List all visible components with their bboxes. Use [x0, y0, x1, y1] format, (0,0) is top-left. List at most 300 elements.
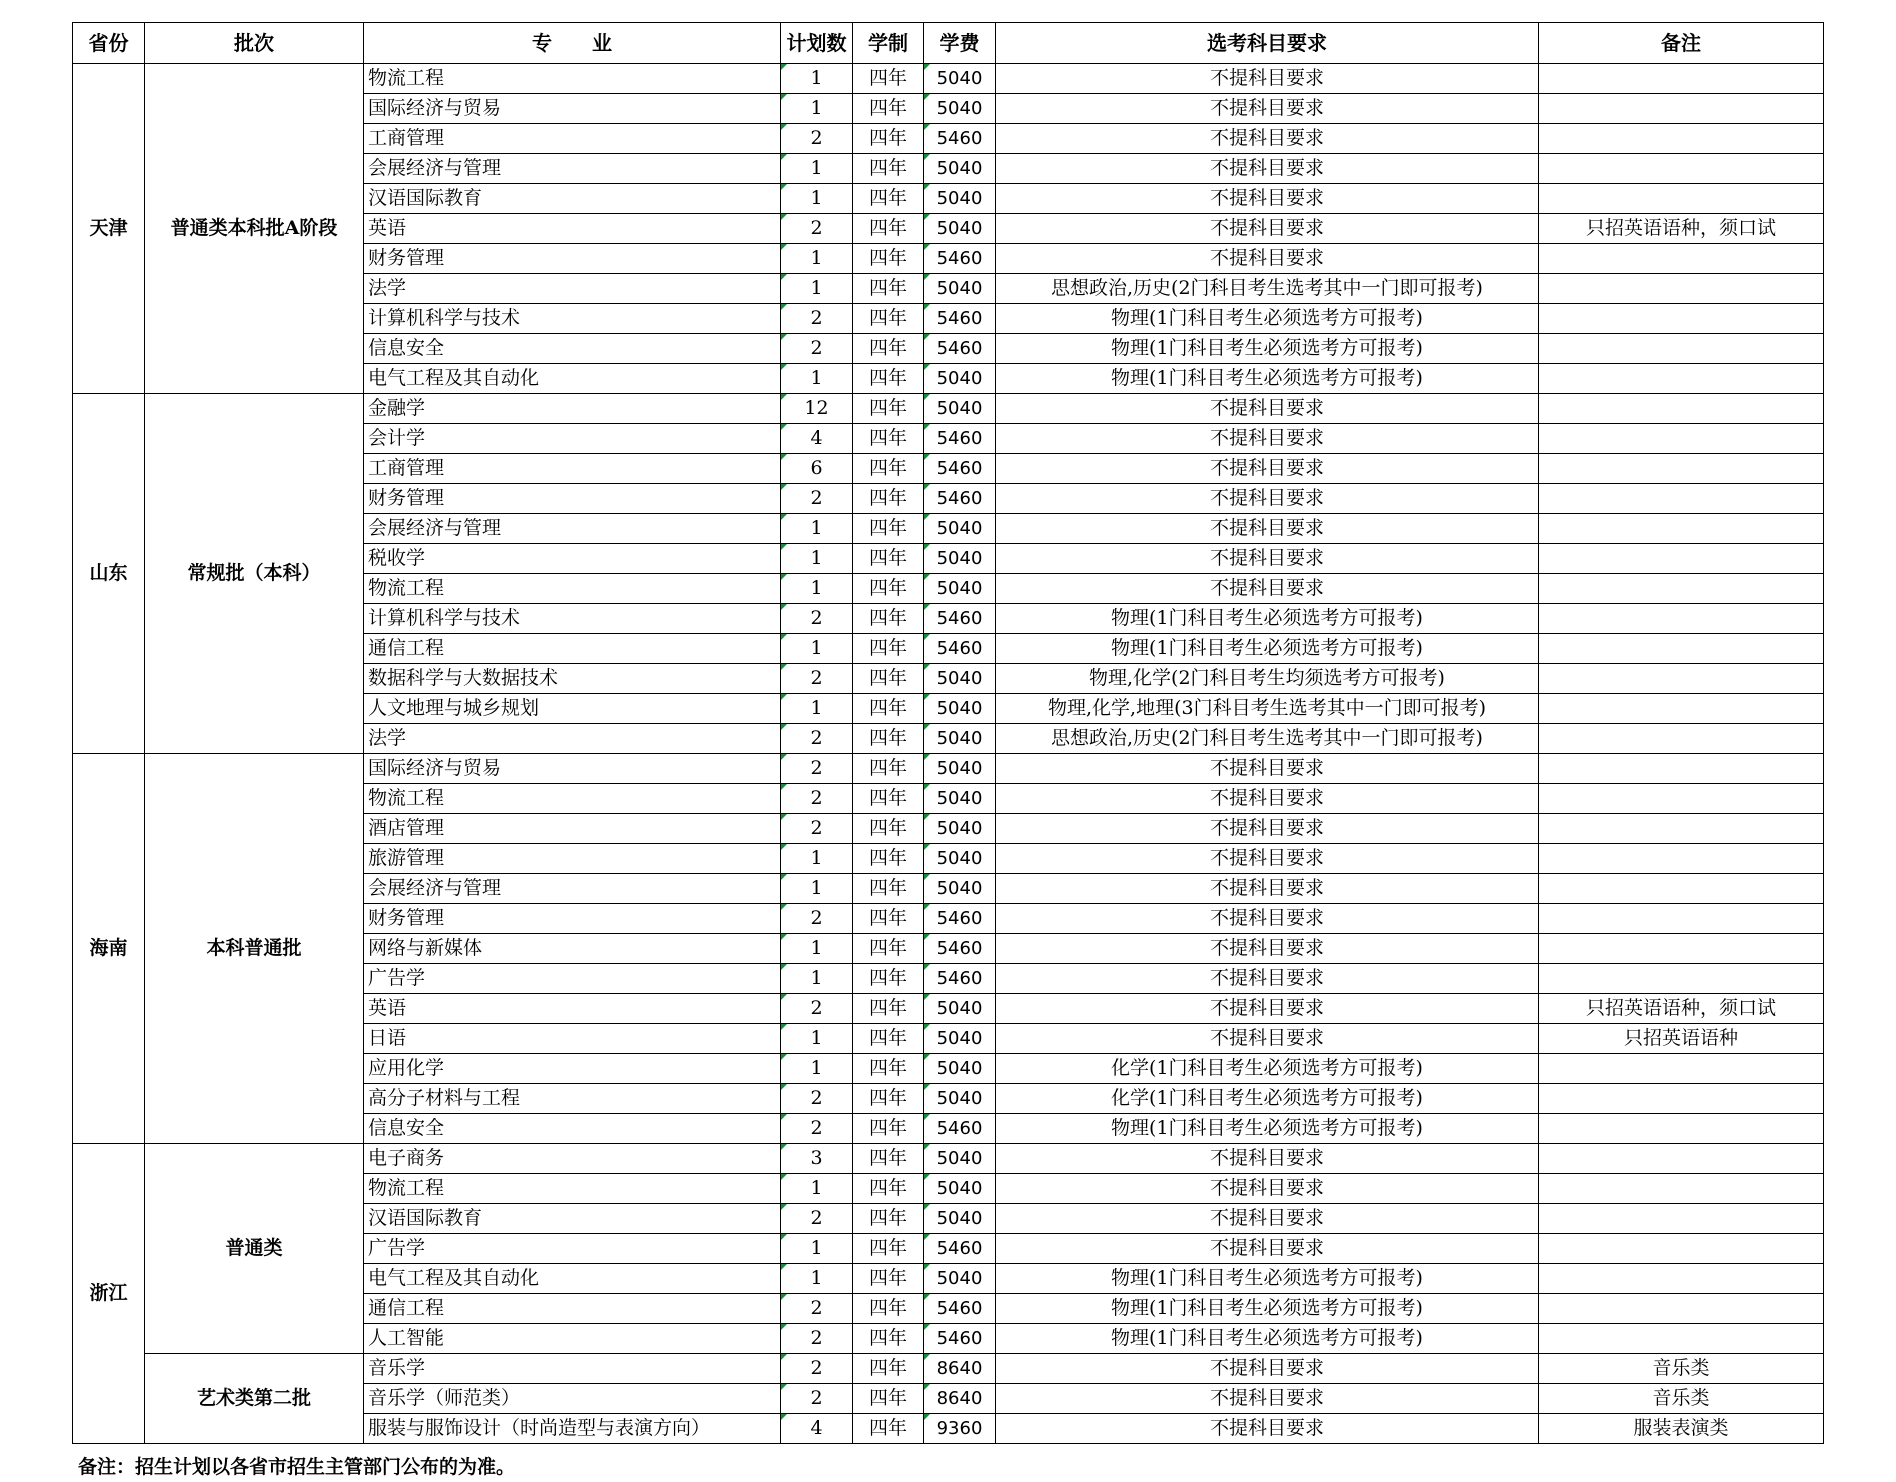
remarks-cell: 只招英语语种，须口试 — [1539, 994, 1824, 1024]
plan-count-cell: 2 — [781, 334, 853, 364]
remarks-cell — [1539, 64, 1824, 94]
tuition-cell: 5040 — [924, 544, 996, 574]
header-remarks: 备注 — [1539, 23, 1824, 64]
plan-count-cell: 1 — [781, 874, 853, 904]
remarks-cell — [1539, 1294, 1824, 1324]
remarks-cell — [1539, 484, 1824, 514]
major-cell: 会展经济与管理 — [364, 874, 781, 904]
major-cell: 财务管理 — [364, 244, 781, 274]
major-cell: 计算机科学与技术 — [364, 604, 781, 634]
major-cell: 汉语国际教育 — [364, 1204, 781, 1234]
plan-count-cell: 2 — [781, 604, 853, 634]
subject-requirement-cell: 不提科目要求 — [996, 154, 1539, 184]
subject-requirement-cell: 不提科目要求 — [996, 424, 1539, 454]
major-cell: 物流工程 — [364, 784, 781, 814]
subject-requirement-cell: 物理(1门科目考生必须选考方可报考) — [996, 1114, 1539, 1144]
remarks-cell — [1539, 844, 1824, 874]
plan-count-cell: 2 — [781, 994, 853, 1024]
major-cell: 工商管理 — [364, 124, 781, 154]
major-cell: 计算机科学与技术 — [364, 304, 781, 334]
plan-count-cell: 1 — [781, 94, 853, 124]
plan-count-cell: 2 — [781, 724, 853, 754]
remarks-cell — [1539, 544, 1824, 574]
remarks-cell — [1539, 274, 1824, 304]
major-cell: 物流工程 — [364, 64, 781, 94]
plan-count-cell: 2 — [781, 754, 853, 784]
subject-requirement-cell: 思想政治,历史(2门科目考生选考其中一门即可报考) — [996, 724, 1539, 754]
subject-requirement-cell: 不提科目要求 — [996, 64, 1539, 94]
plan-count-cell: 2 — [781, 1354, 853, 1384]
tuition-cell: 5040 — [924, 1264, 996, 1294]
subject-requirement-cell: 不提科目要求 — [996, 124, 1539, 154]
duration-cell: 四年 — [853, 154, 924, 184]
tuition-cell: 5040 — [924, 754, 996, 784]
subject-requirement-cell: 不提科目要求 — [996, 1384, 1539, 1414]
major-cell: 法学 — [364, 724, 781, 754]
plan-count-cell: 3 — [781, 1144, 853, 1174]
major-cell: 人工智能 — [364, 1324, 781, 1354]
province-cell: 海南 — [73, 754, 145, 1144]
remarks-cell — [1539, 424, 1824, 454]
tuition-cell: 5040 — [924, 1054, 996, 1084]
tuition-cell: 5460 — [924, 454, 996, 484]
remarks-cell: 服装表演类 — [1539, 1414, 1824, 1444]
duration-cell: 四年 — [853, 274, 924, 304]
batch-cell: 普通类 — [145, 1144, 364, 1354]
remarks-cell — [1539, 694, 1824, 724]
subject-requirement-cell: 不提科目要求 — [996, 814, 1539, 844]
subject-requirement-cell: 物理(1门科目考生必须选考方可报考) — [996, 334, 1539, 364]
tuition-cell: 5040 — [924, 184, 996, 214]
tuition-cell: 5040 — [924, 274, 996, 304]
duration-cell: 四年 — [853, 694, 924, 724]
remarks-cell — [1539, 634, 1824, 664]
table-row — [73, 754, 1824, 784]
major-cell: 通信工程 — [364, 1294, 781, 1324]
subject-requirement-cell: 不提科目要求 — [996, 514, 1539, 544]
subject-requirement-cell: 不提科目要求 — [996, 244, 1539, 274]
major-cell: 音乐学 — [364, 1354, 781, 1384]
duration-cell: 四年 — [853, 994, 924, 1024]
plan-count-cell: 2 — [781, 1204, 853, 1234]
plan-count-cell: 2 — [781, 304, 853, 334]
duration-cell: 四年 — [853, 1324, 924, 1354]
duration-cell: 四年 — [853, 1114, 924, 1144]
tuition-cell: 5040 — [924, 664, 996, 694]
subject-requirement-cell: 物理,化学(2门科目考生均须选考方可报考) — [996, 664, 1539, 694]
major-cell: 旅游管理 — [364, 844, 781, 874]
major-cell: 网络与新媒体 — [364, 934, 781, 964]
remarks-cell — [1539, 1144, 1824, 1174]
plan-count-cell: 2 — [781, 484, 853, 514]
major-cell: 音乐学（师范类） — [364, 1384, 781, 1414]
tuition-cell: 5040 — [924, 1144, 996, 1174]
remarks-cell — [1539, 664, 1824, 694]
major-cell: 人文地理与城乡规划 — [364, 694, 781, 724]
subject-requirement-cell: 不提科目要求 — [996, 214, 1539, 244]
remarks-cell — [1539, 1114, 1824, 1144]
tuition-cell: 5040 — [924, 394, 996, 424]
plan-count-cell: 2 — [781, 124, 853, 154]
subject-requirement-cell: 物理(1门科目考生必须选考方可报考) — [996, 364, 1539, 394]
subject-requirement-cell: 不提科目要求 — [996, 904, 1539, 934]
subject-requirement-cell: 不提科目要求 — [996, 184, 1539, 214]
duration-cell: 四年 — [853, 1024, 924, 1054]
major-cell: 电气工程及其自动化 — [364, 1264, 781, 1294]
major-cell: 高分子材料与工程 — [364, 1084, 781, 1114]
header-tuition: 学费 — [924, 23, 996, 64]
header-plan-count: 计划数 — [781, 23, 853, 64]
plan-count-cell: 2 — [781, 904, 853, 934]
duration-cell: 四年 — [853, 1234, 924, 1264]
table-row — [73, 1354, 1824, 1384]
remarks-cell — [1539, 394, 1824, 424]
plan-count-cell: 1 — [781, 1264, 853, 1294]
tuition-cell: 5040 — [924, 94, 996, 124]
remarks-cell — [1539, 124, 1824, 154]
duration-cell: 四年 — [853, 184, 924, 214]
remarks-cell — [1539, 814, 1824, 844]
plan-count-cell: 1 — [781, 1174, 853, 1204]
remarks-cell: 音乐类 — [1539, 1384, 1824, 1414]
province-cell: 山东 — [73, 394, 145, 754]
tuition-cell: 5040 — [924, 1084, 996, 1114]
tuition-cell: 5040 — [924, 154, 996, 184]
subject-requirement-cell: 不提科目要求 — [996, 1204, 1539, 1234]
tuition-cell: 5040 — [924, 694, 996, 724]
tuition-cell: 5460 — [924, 304, 996, 334]
province-cell: 天津 — [73, 64, 145, 394]
subject-requirement-cell: 不提科目要求 — [996, 484, 1539, 514]
plan-count-cell: 2 — [781, 1114, 853, 1144]
duration-cell: 四年 — [853, 784, 924, 814]
duration-cell: 四年 — [853, 124, 924, 154]
tuition-cell: 5460 — [924, 124, 996, 154]
remarks-cell — [1539, 364, 1824, 394]
plan-count-cell: 1 — [781, 274, 853, 304]
plan-count-cell: 1 — [781, 1054, 853, 1084]
tuition-cell: 5040 — [924, 574, 996, 604]
duration-cell: 四年 — [853, 664, 924, 694]
major-cell: 财务管理 — [364, 484, 781, 514]
remarks-cell: 只招英语语种 — [1539, 1024, 1824, 1054]
remarks-cell — [1539, 1174, 1824, 1204]
subject-requirement-cell: 不提科目要求 — [996, 1354, 1539, 1384]
subject-requirement-cell: 不提科目要求 — [996, 784, 1539, 814]
remarks-cell — [1539, 1084, 1824, 1114]
plan-count-cell: 2 — [781, 1324, 853, 1354]
plan-count-cell: 1 — [781, 244, 853, 274]
subject-requirement-cell: 物理(1门科目考生必须选考方可报考) — [996, 1324, 1539, 1354]
subject-requirement-cell: 不提科目要求 — [996, 1234, 1539, 1264]
duration-cell: 四年 — [853, 574, 924, 604]
duration-cell: 四年 — [853, 64, 924, 94]
subject-requirement-cell: 不提科目要求 — [996, 844, 1539, 874]
tuition-cell: 5040 — [924, 1174, 996, 1204]
batch-cell: 普通类本科批A阶段 — [145, 64, 364, 394]
subject-requirement-cell: 化学(1门科目考生必须选考方可报考) — [996, 1054, 1539, 1084]
major-cell: 国际经济与贸易 — [364, 754, 781, 784]
major-cell: 汉语国际教育 — [364, 184, 781, 214]
tuition-cell: 5460 — [924, 424, 996, 454]
remarks-cell — [1539, 604, 1824, 634]
subject-requirement-cell: 物理(1门科目考生必须选考方可报考) — [996, 634, 1539, 664]
duration-cell: 四年 — [853, 1084, 924, 1114]
remarks-cell — [1539, 904, 1824, 934]
tuition-cell: 5040 — [924, 64, 996, 94]
batch-cell: 本科普通批 — [145, 754, 364, 1144]
major-cell: 英语 — [364, 214, 781, 244]
major-cell: 工商管理 — [364, 454, 781, 484]
major-cell: 会展经济与管理 — [364, 514, 781, 544]
tuition-cell: 5040 — [924, 1024, 996, 1054]
table-row — [73, 1144, 1824, 1174]
tuition-cell: 9360 — [924, 1414, 996, 1444]
remarks-cell — [1539, 244, 1824, 274]
subject-requirement-cell: 不提科目要求 — [996, 544, 1539, 574]
remarks-cell: 只招英语语种，须口试 — [1539, 214, 1824, 244]
batch-cell: 艺术类第二批 — [145, 1354, 364, 1444]
plan-count-cell: 1 — [781, 844, 853, 874]
header-batch: 批次 — [145, 23, 364, 64]
duration-cell: 四年 — [853, 874, 924, 904]
duration-cell: 四年 — [853, 634, 924, 664]
batch-cell: 常规批（本科） — [145, 394, 364, 754]
tuition-cell: 5460 — [924, 934, 996, 964]
major-cell: 应用化学 — [364, 1054, 781, 1084]
plan-count-cell: 1 — [781, 574, 853, 604]
duration-cell: 四年 — [853, 604, 924, 634]
plan-count-cell: 6 — [781, 454, 853, 484]
subject-requirement-cell: 化学(1门科目考生必须选考方可报考) — [996, 1084, 1539, 1114]
subject-requirement-cell: 不提科目要求 — [996, 394, 1539, 424]
duration-cell: 四年 — [853, 214, 924, 244]
major-cell: 英语 — [364, 994, 781, 1024]
duration-cell: 四年 — [853, 334, 924, 364]
duration-cell: 四年 — [853, 94, 924, 124]
plan-count-cell: 2 — [781, 1084, 853, 1114]
subject-requirement-cell: 不提科目要求 — [996, 934, 1539, 964]
remarks-cell — [1539, 964, 1824, 994]
remarks-cell — [1539, 304, 1824, 334]
tuition-cell: 8640 — [924, 1384, 996, 1414]
tuition-cell: 5460 — [924, 484, 996, 514]
major-cell: 日语 — [364, 1024, 781, 1054]
remarks-cell — [1539, 1264, 1824, 1294]
major-cell: 信息安全 — [364, 334, 781, 364]
tuition-cell: 5040 — [924, 874, 996, 904]
duration-cell: 四年 — [853, 394, 924, 424]
duration-cell: 四年 — [853, 934, 924, 964]
major-cell: 数据科学与大数据技术 — [364, 664, 781, 694]
major-cell: 物流工程 — [364, 1174, 781, 1204]
province-cell: 浙江 — [73, 1144, 145, 1444]
major-cell: 金融学 — [364, 394, 781, 424]
major-cell: 广告学 — [364, 1234, 781, 1264]
plan-count-cell: 12 — [781, 394, 853, 424]
remarks-cell — [1539, 454, 1824, 484]
remarks-cell — [1539, 514, 1824, 544]
tuition-cell: 5460 — [924, 1114, 996, 1144]
remarks-cell — [1539, 94, 1824, 124]
major-cell: 会展经济与管理 — [364, 154, 781, 184]
plan-count-cell: 2 — [781, 1384, 853, 1414]
major-cell: 信息安全 — [364, 1114, 781, 1144]
tuition-cell: 5460 — [924, 1294, 996, 1324]
remarks-cell — [1539, 154, 1824, 184]
duration-cell: 四年 — [853, 1354, 924, 1384]
remarks-cell: 音乐类 — [1539, 1354, 1824, 1384]
major-cell: 广告学 — [364, 964, 781, 994]
remarks-cell — [1539, 874, 1824, 904]
tuition-cell: 5040 — [924, 514, 996, 544]
subject-requirement-cell: 物理(1门科目考生必须选考方可报考) — [996, 1264, 1539, 1294]
plan-count-cell: 2 — [781, 214, 853, 244]
remarks-cell — [1539, 724, 1824, 754]
header-row — [73, 23, 1824, 64]
tuition-cell: 5040 — [924, 1204, 996, 1234]
plan-count-cell: 4 — [781, 1414, 853, 1444]
duration-cell: 四年 — [853, 1294, 924, 1324]
remarks-cell — [1539, 754, 1824, 784]
remarks-cell — [1539, 574, 1824, 604]
table-row — [73, 394, 1824, 424]
duration-cell: 四年 — [853, 244, 924, 274]
tuition-cell: 5460 — [924, 244, 996, 274]
plan-count-cell: 1 — [781, 934, 853, 964]
duration-cell: 四年 — [853, 364, 924, 394]
plan-count-cell: 1 — [781, 364, 853, 394]
duration-cell: 四年 — [853, 454, 924, 484]
admissions-plan-table — [72, 22, 1824, 1444]
footnote: 备注：招生计划以各省市招生主管部门公布的为准。 — [78, 1456, 516, 1478]
major-cell: 法学 — [364, 274, 781, 304]
tuition-cell: 5040 — [924, 364, 996, 394]
duration-cell: 四年 — [853, 724, 924, 754]
subject-requirement-cell: 不提科目要求 — [996, 454, 1539, 484]
plan-count-cell: 1 — [781, 1024, 853, 1054]
subject-requirement-cell: 物理(1门科目考生必须选考方可报考) — [996, 1294, 1539, 1324]
duration-cell: 四年 — [853, 304, 924, 334]
major-cell: 会计学 — [364, 424, 781, 454]
header-province: 省份 — [73, 23, 145, 64]
duration-cell: 四年 — [853, 844, 924, 874]
plan-count-cell: 1 — [781, 634, 853, 664]
plan-count-cell: 1 — [781, 1234, 853, 1264]
remarks-cell — [1539, 784, 1824, 814]
major-cell: 通信工程 — [364, 634, 781, 664]
subject-requirement-cell: 不提科目要求 — [996, 1024, 1539, 1054]
subject-requirement-cell: 不提科目要求 — [996, 1174, 1539, 1204]
plan-count-cell: 1 — [781, 694, 853, 724]
plan-count-cell: 2 — [781, 784, 853, 814]
duration-cell: 四年 — [853, 514, 924, 544]
major-cell: 物流工程 — [364, 574, 781, 604]
tuition-cell: 5460 — [924, 634, 996, 664]
duration-cell: 四年 — [853, 424, 924, 454]
tuition-cell: 5040 — [924, 994, 996, 1024]
tuition-cell: 5040 — [924, 814, 996, 844]
remarks-cell — [1539, 1324, 1824, 1354]
remarks-cell — [1539, 1234, 1824, 1264]
subject-requirement-cell: 不提科目要求 — [996, 574, 1539, 604]
duration-cell: 四年 — [853, 1264, 924, 1294]
subject-requirement-cell: 物理(1门科目考生必须选考方可报考) — [996, 304, 1539, 334]
duration-cell: 四年 — [853, 544, 924, 574]
header-major: 专 业 — [364, 23, 781, 64]
plan-count-cell: 2 — [781, 814, 853, 844]
duration-cell: 四年 — [853, 904, 924, 934]
remarks-cell — [1539, 1054, 1824, 1084]
plan-count-cell: 1 — [781, 184, 853, 214]
subject-requirement-cell: 思想政治,历史(2门科目考生选考其中一门即可报考) — [996, 274, 1539, 304]
plan-count-cell: 2 — [781, 1294, 853, 1324]
subject-requirement-cell: 不提科目要求 — [996, 994, 1539, 1024]
tuition-cell: 5040 — [924, 724, 996, 754]
major-cell: 电子商务 — [364, 1144, 781, 1174]
tuition-cell: 5460 — [924, 904, 996, 934]
major-cell: 电气工程及其自动化 — [364, 364, 781, 394]
subject-requirement-cell: 不提科目要求 — [996, 1414, 1539, 1444]
tuition-cell: 5460 — [924, 334, 996, 364]
header-subject-requirement: 选考科目要求 — [996, 23, 1539, 64]
plan-count-cell: 1 — [781, 544, 853, 574]
subject-requirement-cell: 物理,化学,地理(3门科目考生选考其中一门即可报考) — [996, 694, 1539, 724]
subject-requirement-cell: 不提科目要求 — [996, 964, 1539, 994]
duration-cell: 四年 — [853, 1144, 924, 1174]
duration-cell: 四年 — [853, 484, 924, 514]
plan-count-cell: 4 — [781, 424, 853, 454]
tuition-cell: 5460 — [924, 1324, 996, 1354]
duration-cell: 四年 — [853, 1204, 924, 1234]
duration-cell: 四年 — [853, 964, 924, 994]
tuition-cell: 5040 — [924, 844, 996, 874]
major-cell: 税收学 — [364, 544, 781, 574]
plan-count-cell: 1 — [781, 64, 853, 94]
duration-cell: 四年 — [853, 1384, 924, 1414]
subject-requirement-cell: 不提科目要求 — [996, 754, 1539, 784]
duration-cell: 四年 — [853, 814, 924, 844]
duration-cell: 四年 — [853, 754, 924, 784]
duration-cell: 四年 — [853, 1174, 924, 1204]
tuition-cell: 5460 — [924, 1234, 996, 1264]
major-cell: 酒店管理 — [364, 814, 781, 844]
plan-count-cell: 1 — [781, 514, 853, 544]
tuition-cell: 8640 — [924, 1354, 996, 1384]
subject-requirement-cell: 不提科目要求 — [996, 94, 1539, 124]
major-cell: 财务管理 — [364, 904, 781, 934]
remarks-cell — [1539, 934, 1824, 964]
table-row — [73, 64, 1824, 94]
remarks-cell — [1539, 1204, 1824, 1234]
tuition-cell: 5460 — [924, 964, 996, 994]
header-duration: 学制 — [853, 23, 924, 64]
tuition-cell: 5040 — [924, 214, 996, 244]
plan-count-cell: 1 — [781, 154, 853, 184]
remarks-cell — [1539, 184, 1824, 214]
duration-cell: 四年 — [853, 1054, 924, 1084]
duration-cell: 四年 — [853, 1414, 924, 1444]
major-cell: 服装与服饰设计（时尚造型与表演方向） — [364, 1414, 781, 1444]
plan-count-cell: 1 — [781, 964, 853, 994]
remarks-cell — [1539, 334, 1824, 364]
subject-requirement-cell: 物理(1门科目考生必须选考方可报考) — [996, 604, 1539, 634]
tuition-cell: 5460 — [924, 604, 996, 634]
major-cell: 国际经济与贸易 — [364, 94, 781, 124]
subject-requirement-cell: 不提科目要求 — [996, 1144, 1539, 1174]
tuition-cell: 5040 — [924, 784, 996, 814]
plan-count-cell: 2 — [781, 664, 853, 694]
